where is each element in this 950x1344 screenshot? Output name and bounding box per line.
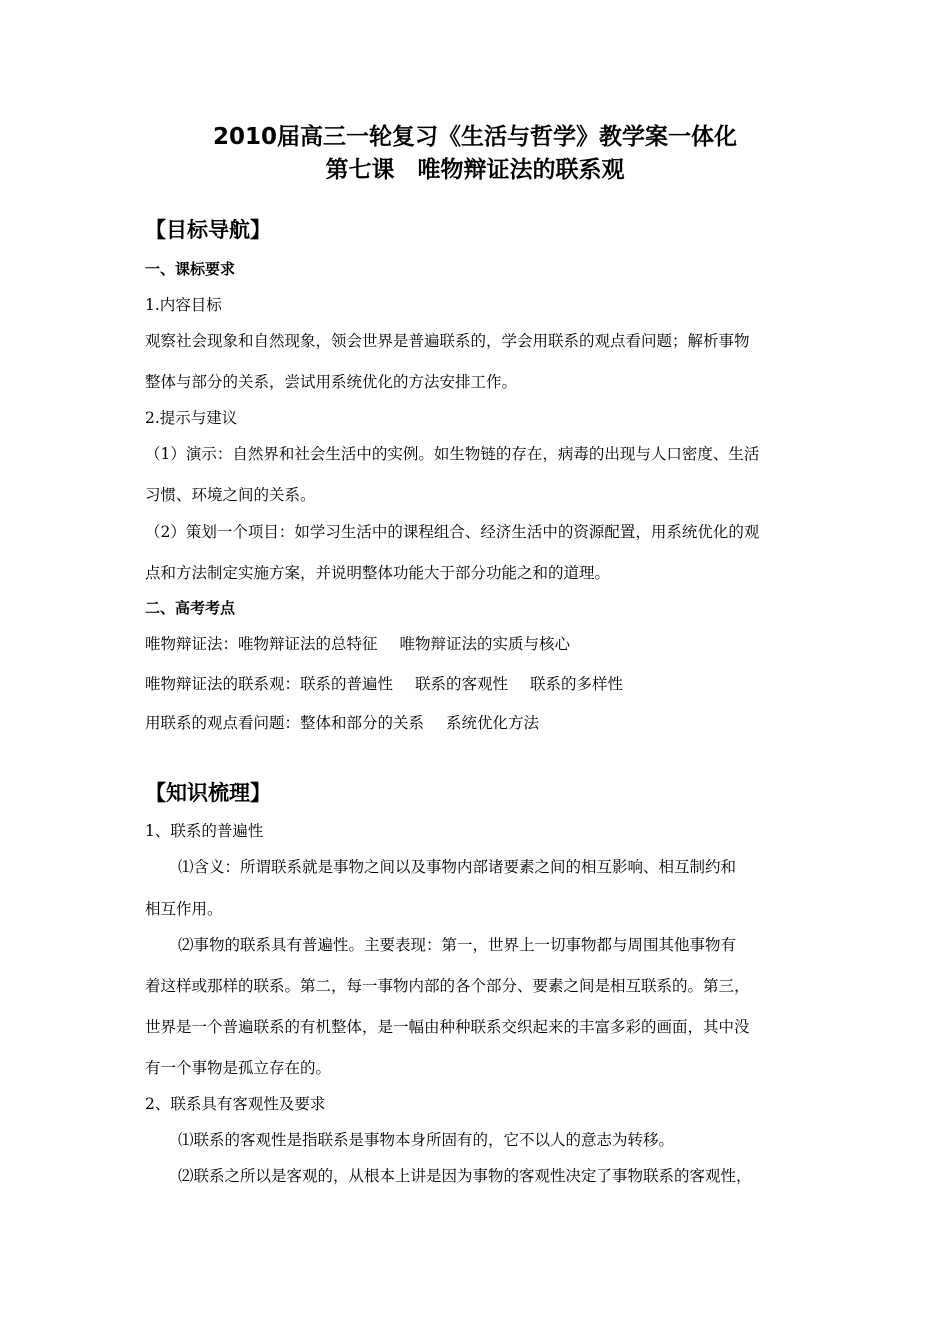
paragraph-line: ⑴含义：所谓联系就是事物之间以及事物内部诸要素之间的相互影响、相互制约和 xyxy=(178,858,737,876)
paragraph-line: 着这样或那样的联系。第二，每一事物内部的各个部分、要素之间是相互联系的。第三， xyxy=(145,977,750,995)
paragraph-line: 世界是一个普遍联系的有机整体，是一幅由种种联系交织起来的丰富多彩的画面，其中没 xyxy=(145,1018,750,1036)
paragraph-line: 有一个事物是孤立存在的。 xyxy=(145,1059,332,1077)
item-suggestions-title: 2.提示与建议 xyxy=(145,409,238,427)
exam-point-row xyxy=(145,672,623,696)
paragraph-line: （1）演示：自然界和社会生活中的实例。如生物链的存在，病毒的出现与人口密度、生活 xyxy=(145,445,760,463)
paragraph-line: ⑵联系之所以是客观的，从根本上讲是因为事物的客观性决定了事物联系的客观性， xyxy=(178,1167,752,1185)
exam-point-row xyxy=(145,632,570,656)
topic-title: 1、联系的普遍性 xyxy=(145,822,264,840)
paragraph-line: 习惯、环境之间的关系。 xyxy=(145,486,316,504)
exam-point: 唯物辩证法的联系观：联系的普遍性 xyxy=(145,675,394,693)
paragraph-line: ⑵事物的联系具有普遍性。主要表现：第一，世界上一切事物都与周围其他事物有 xyxy=(178,936,737,954)
subheading-exam-points: 二、高考考点 xyxy=(145,599,236,617)
exam-point-row xyxy=(145,711,539,735)
paragraph-line: 点和方法制定实施方案，并说明整体功能大于部分功能之和的道理。 xyxy=(145,564,611,582)
doc-title-line2: 第七课 唯物辩证法的联系观 xyxy=(325,157,625,183)
item-content-goal-title: 1.内容目标 xyxy=(145,296,222,314)
topic-title: 2、联系具有客观性及要求 xyxy=(145,1095,326,1113)
paragraph-line: （2）策划一个项目：如学习生活中的课程组合、经济生活中的资源配置，用系统优化的观 xyxy=(145,523,760,541)
subheading-curriculum: 一、课标要求 xyxy=(145,260,236,278)
paragraph-line: ⑴联系的客观性是指联系是事物本身所固有的，它不以人的意志为转移。 xyxy=(178,1131,675,1149)
paragraph-line: 整体与部分的关系，尝试用系统优化的方法安排工作。 xyxy=(145,373,518,391)
exam-point: 唯物辩证法：唯物辩证法的总特征 xyxy=(145,635,378,653)
doc-title-line1: 2010届高三一轮复习《生活与哲学》教学案一体化 xyxy=(212,124,737,150)
paragraph-line: 观察社会现象和自然现象，领会世界是普遍联系的，学会用联系的观点看问题；解析事物 xyxy=(145,332,750,350)
exam-point: 唯物辩证法的实质与核心 xyxy=(399,635,571,653)
exam-point: 联系的多样性 xyxy=(530,675,624,693)
paragraph-line: 相互作用。 xyxy=(145,900,223,918)
section-heading-knowledge: 【知识梳理】 xyxy=(145,781,271,805)
exam-point: 联系的客观性 xyxy=(415,675,509,693)
exam-point: 系统优化方法 xyxy=(446,714,540,732)
section-heading-goals: 【目标导航】 xyxy=(145,218,271,242)
exam-point: 用联系的观点看问题：整体和部分的关系 xyxy=(145,714,425,732)
